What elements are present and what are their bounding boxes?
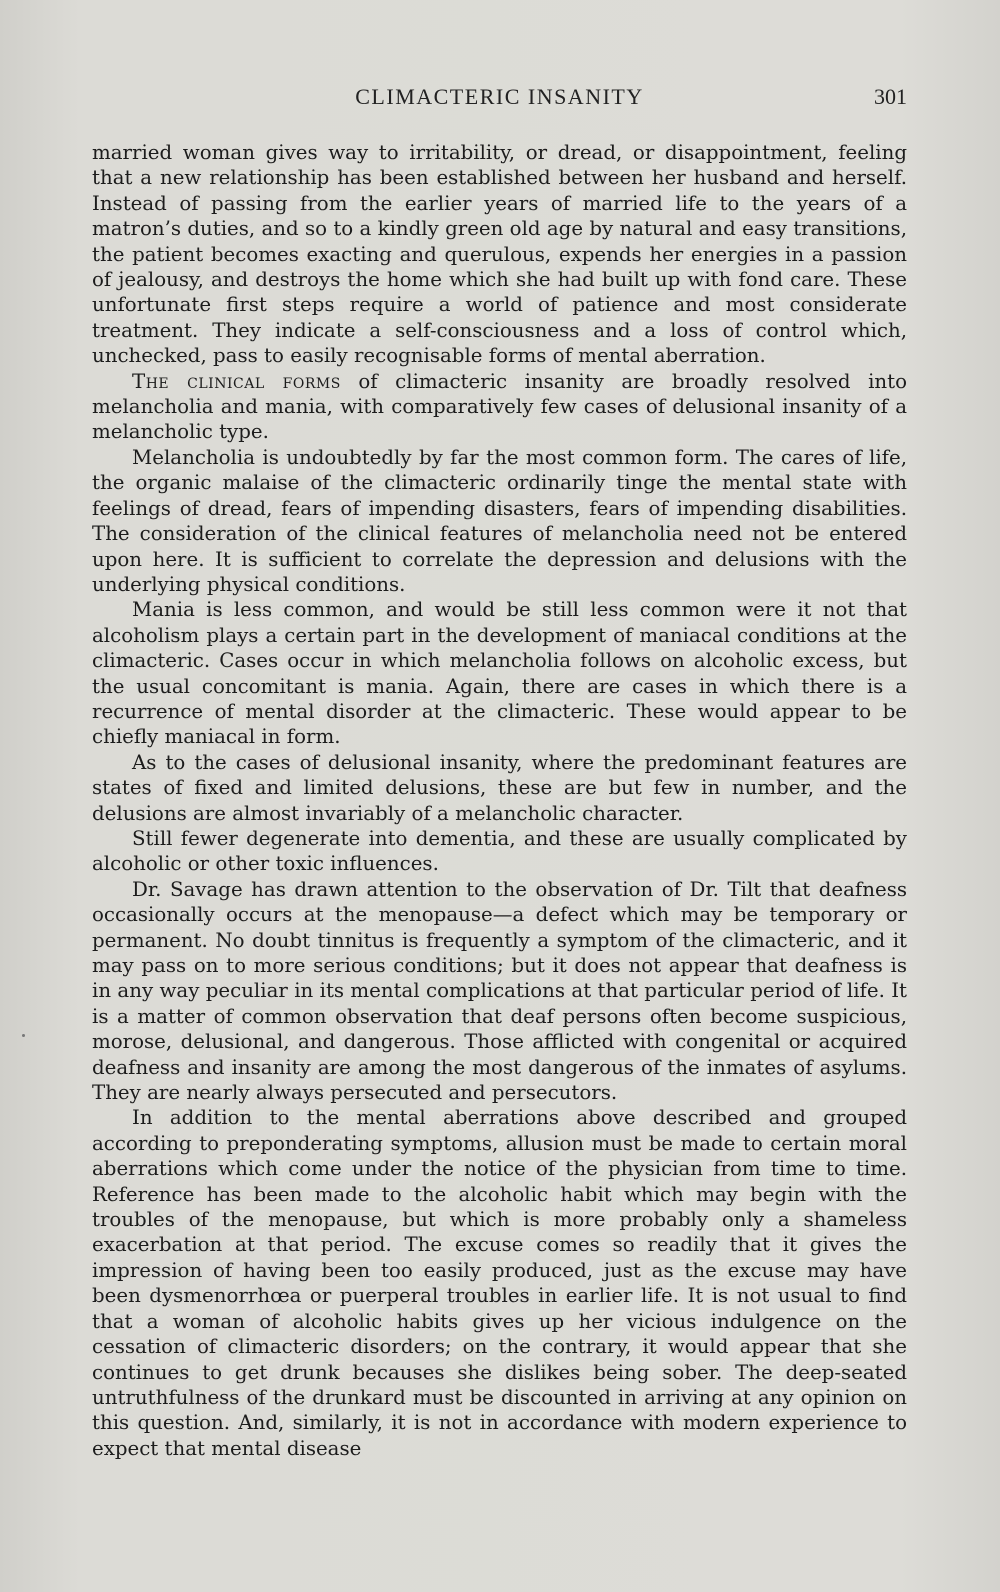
paragraph-text: of climacteric insanity are broadly resolved into melancholia and mania, with comparatively few cases of delusional insanity of a melancholic type. bbox=[92, 369, 908, 444]
paragraph-text: Still fewer degenerate into dementia, and these are usually complicated by alcoholic or other toxic influences. bbox=[92, 826, 907, 876]
paper-speck bbox=[22, 1034, 25, 1037]
paragraph-text: Melancholia is undoubtedly by far the most common form. The cares of life, the organic malaise of the climacteric ordinarily tinge the mental state with feelings of dread, fears of impending disasters, fears of impending disabilities. The consideration of the clinical features of melancholia need not be entered upon here. It is sufficient to correlate the depression and delusions with the underlying physical conditions. bbox=[92, 445, 907, 596]
paragraph bbox=[92, 445, 907, 597]
paragraph bbox=[92, 826, 907, 877]
body-text bbox=[92, 140, 907, 1461]
page-header bbox=[92, 84, 907, 118]
paragraph bbox=[92, 877, 907, 1106]
page-number: 301 bbox=[874, 84, 907, 109]
paragraph-text: married woman gives way to irritability, or dread, or disappointment, feeling that a new relationship has been established between her husband and herself. Instead of passing from the earlier years of married life to the years of a matron’s duties, and so to a kindly green old age by natural and easy transitions, the patient becomes exacting and querulous, expends her energies in a passion of jealousy, and destroys the home which she had built up with fond care. These unfortunate first steps require a world of patience and most considerate treatment. They indicate a self-consciousness and a loss of control which, unchecked, pass to easily recognisable forms of mental aberration. bbox=[92, 141, 907, 368]
paragraph bbox=[92, 597, 907, 749]
paragraph-text: As to the cases of delusional insanity, where the predominant features are states of fixed and limited delusions, these are but few in number, and the delusions are almost invariably of a melancholic character. bbox=[92, 750, 907, 825]
paragraph bbox=[92, 750, 907, 826]
paragraph bbox=[92, 140, 907, 369]
running-title: CLIMACTERIC INSANITY bbox=[355, 84, 644, 109]
paragraph-text: Mania is less common, and would be still less common were it not that alcoholism plays a certain part in the development of maniacal conditions at the climacteric. Cases occur in which melancholia follows on alcoholic excess, but the usual concomitant is mania. Again, there are cases in which there is a recurrence of mental disorder at the climacteric. These would appear to be chiefly maniacal in form. bbox=[92, 598, 907, 749]
paragraph-text: Dr. Savage has drawn attention to the observation of Dr. Tilt that deafness occasionally occurs at the menopause—a defect which may be temporary or permanent. No doubt tinnitus is frequently a symptom of the climacteric, and it may pass on to more serious conditions; but it does not appear that deafness is in any way peculiar in its mental complications at that particular period of life. It is a matter of common observation that deaf persons often become suspicious, morose, delusional, and dangerous. Those afflicted with congenital or acquired deafness and insanity are among the most dangerous of the inmates of asylums. They are nearly always persecuted and persecutors. bbox=[92, 877, 907, 1105]
paragraph bbox=[92, 1105, 907, 1461]
paragraph bbox=[92, 369, 907, 445]
paragraph-lead-smallcaps: The clinical forms bbox=[132, 369, 341, 393]
paragraph-text: In addition to the mental aberrations above described and grouped according to preponderating symptoms, allusion must be made to certain moral aberrations which come under the notice of the physician from time to time. Reference has been made to the alcoholic habit which may begin with the troubles of the menopause, but which is more probably only a shameless exacerbation at that period. The excuse comes so readily that it gives the impression of having been too easily produced, just as the excuse may have been dysmenorrhœa or puerperal troubles in earlier life. It is not usual to find that a woman of alcoholic habits gives up her vicious indulgence on the cessation of climacteric disorders; on the contrary, it would appear that she continues to get drunk becauses she dislikes being sober. The deep-seated untruthfulness of the drunkard must be discounted in arriving at any opinion on this question. And, similarly, it is not in accordance with modern experience to expect that mental disease bbox=[92, 1106, 907, 1460]
